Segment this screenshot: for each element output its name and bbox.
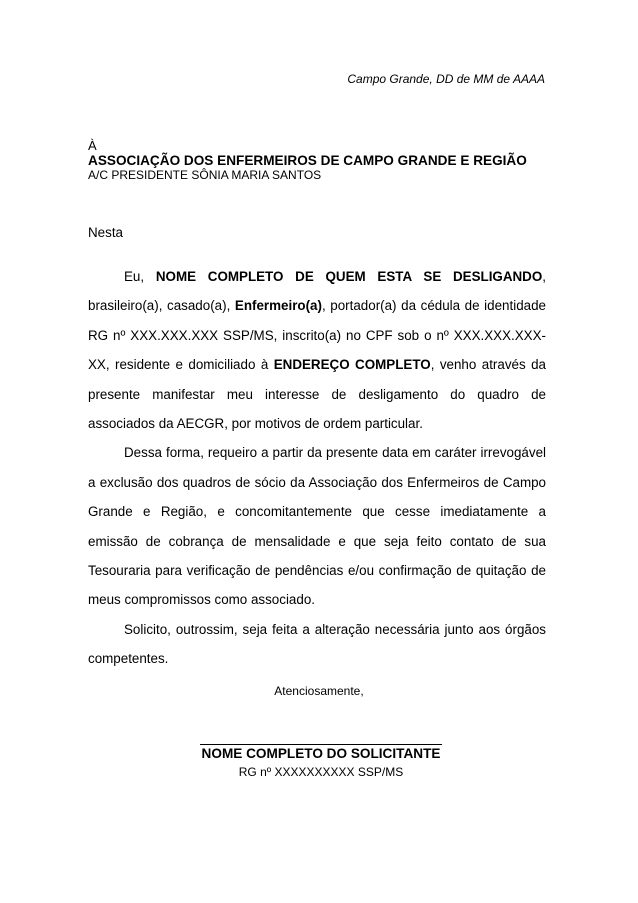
addressee-block xyxy=(88,138,558,183)
closing: Atenciosamente, xyxy=(274,684,364,698)
paragraph-text: , brasileiro(a), casado(a), xyxy=(88,269,547,314)
paragraph-request xyxy=(88,262,546,438)
paragraph-exclusion: Dessa forma, requeiro a partir da presente data em caráter irrevogável a exclusão dos quadros de sócio da Associação dos Enfermeiros de Campo Grande e Região, e concomitantemente que cesse imediatamente a emissão de cobrança de mensalidade e que seja feito contato de sua Tesouraria para verificação de pendências e/ou confirmação de quitação de meus compromissos como associado. xyxy=(88,445,546,608)
paragraph-text: , portador(a) da cédula de identidade RG nº XXX.XXX.XXX SSP/MS, inscrito(a) no CPF sob o nº XXX.XXX.XXX-XX, residente e domiciliado à xyxy=(88,298,546,373)
greeting: Nesta xyxy=(88,225,123,240)
date-line: Campo Grande, DD de MM de AAAA xyxy=(347,72,545,86)
addressee-attention: A/C PRESIDENTE SÔNIA MARIA SANTOS xyxy=(88,168,322,182)
paragraph-text: Eu, xyxy=(124,269,156,284)
letter-body xyxy=(88,262,546,674)
requester-name: NOME COMPLETO DE QUEM ESTA SE DESLIGANDO xyxy=(155,269,543,284)
signature-line xyxy=(200,744,442,745)
paragraph-text: , venho através da presente manifestar meu interesse de desligamento do quadro de associados da AECGR, por motivos de ordem particular. xyxy=(88,357,546,432)
signature-name: NOME COMPLETO DO SOLICITANTE xyxy=(201,746,441,761)
addressee-organization: ASSOCIAÇÃO DOS ENFERMEIROS DE CAMPO GRANDE E REGIÃO xyxy=(88,153,527,168)
address: ENDEREÇO COMPLETO xyxy=(273,357,431,373)
profession: Enfermeiro(a) xyxy=(234,298,322,314)
paragraph-alteration: Solicito, outrossim, seja feita a alteração necessária junto aos órgãos competentes. xyxy=(88,621,546,667)
addressee-to: À xyxy=(88,138,97,153)
signature-rg: RG nº XXXXXXXXXX SSP/MS xyxy=(238,765,404,779)
